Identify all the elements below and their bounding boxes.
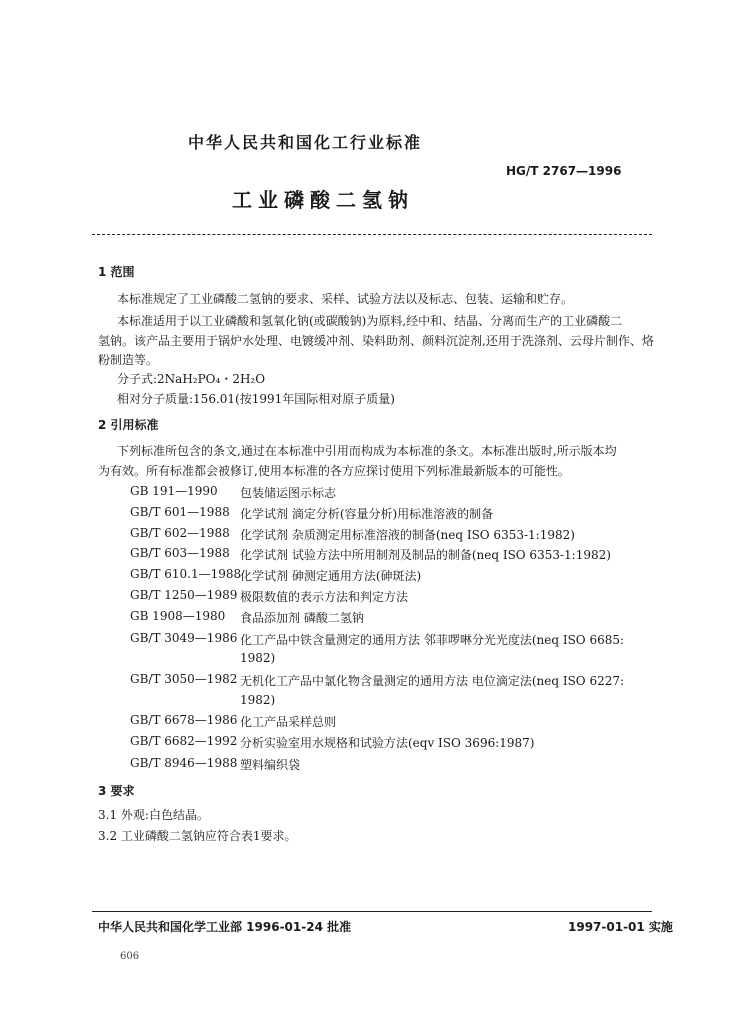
section-1-heading: 1 范围 [98, 265, 135, 279]
section-1-para-2-line-3: 粉制造等。 [98, 353, 159, 367]
ref-11-id: GB/T 8946—1988 [130, 756, 238, 770]
ref-6-title: 食品添加剂 磷酸二氢钠 [240, 611, 364, 625]
section-3-item-1: 3.1 外观:白色结晶。 [98, 808, 209, 822]
ref-6-id: GB 1908—1980 [130, 609, 226, 623]
ref-9-id: GB/T 6678—1986 [130, 713, 238, 727]
ref-1-id: GB/T 601—1988 [130, 505, 230, 519]
standard-code: HG/T 2767—1996 [506, 164, 622, 178]
ref-5-title: 极限数值的表示方法和判定方法 [240, 590, 409, 604]
ref-8-title: 无机化工产品中氯化物含量测定的通用方法 电位滴定法(neq ISO 6227: [240, 674, 625, 688]
ref-2-id: GB/T 602—1988 [130, 526, 230, 540]
section-3-heading: 3 要求 [98, 784, 135, 798]
ref-0-title: 包装储运图示标志 [240, 486, 337, 500]
ref-8-id: GB/T 3050—1982 [130, 672, 238, 686]
issuing-org: 中华人民共和国化工行业标准 [187, 133, 422, 152]
ref-3-title: 化学试剂 试验方法中所用制剂及制品的制备(neq ISO 6353-1:1982) [240, 548, 611, 562]
ref-2-title: 化学试剂 杂质测定用标准溶液的制备(neq ISO 6353-1:1982) [240, 528, 575, 542]
ref-10-id: GB/T 6682—1992 [130, 734, 238, 748]
header-divider [92, 234, 652, 235]
page-number: 606 [120, 951, 140, 962]
ref-4-title: 化学试剂 砷测定通用方法(砷斑法) [240, 569, 422, 583]
molecular-mass: 相对分子质量:156.01(按1991年国际相对原子质量) [117, 392, 395, 406]
ref-9-title: 化工产品采样总则 [240, 715, 337, 729]
ref-0-id: GB 191—1990 [130, 484, 218, 498]
section-1-para-2-line-1: 本标准适用于以工业磷酸和氢氧化钠(或碳酸钠)为原料,经中和、结晶、分离而生产的工业磷酸二 [117, 314, 623, 328]
section-3-item-2: 3.2 工业磷酸二氢钠应符合表1要求。 [98, 829, 297, 843]
effective-date: 1997-01-01 实施 [568, 920, 673, 934]
document-title: 工业磷酸二氢钠 [232, 188, 414, 212]
ref-1-title: 化学试剂 滴定分析(容量分析)用标准溶液的制备 [240, 507, 494, 521]
ref-4-id: GB/T 610.1—1988 [130, 567, 242, 581]
ref-7-continuation: 1982) [240, 651, 276, 665]
ref-8-continuation: 1982) [240, 693, 276, 707]
ref-7-id: GB/T 3049—1986 [130, 631, 238, 645]
ref-7-title: 化工产品中铁含量测定的通用方法 邻菲啰啉分光光度法(neq ISO 6685: [240, 633, 625, 647]
section-1-para-1: 本标准规定了工业磷酸二氢钠的要求、采样、试验方法以及标志、包装、运输和贮存。 [117, 292, 574, 306]
section-1-para-2-line-2: 氢钠。该产品主要用于锅炉水处理、电镀缓冲剂、染料助剂、颜料沉淀剂,还用于洗涤剂、云母片制作、烙 [98, 334, 654, 348]
section-2-intro-line-1: 下列标准所包含的条文,通过在本标准中引用而构成为本标准的条文。本标准出版时,所示版本均 [117, 444, 617, 458]
ref-10-title: 分析实验室用水规格和试验方法(eqv ISO 3696:1987) [240, 736, 535, 750]
approval-line: 中华人民共和国化学工业部 1996-01-24 批准 [98, 920, 352, 934]
molecular-formula: 分子式:2NaH₂PO₄・2H₂O [117, 372, 266, 386]
ref-5-id: GB/T 1250—1989 [130, 588, 238, 602]
ref-3-id: GB/T 603—1988 [130, 546, 230, 560]
ref-11-title: 塑料编织袋 [240, 758, 301, 772]
footer-divider [92, 911, 652, 912]
section-2-heading: 2 引用标准 [98, 418, 159, 432]
section-2-intro-line-2: 为有效。所有标准都会被修订,使用本标准的各方应探讨使用下列标准最新版本的可能性。 [98, 464, 570, 478]
